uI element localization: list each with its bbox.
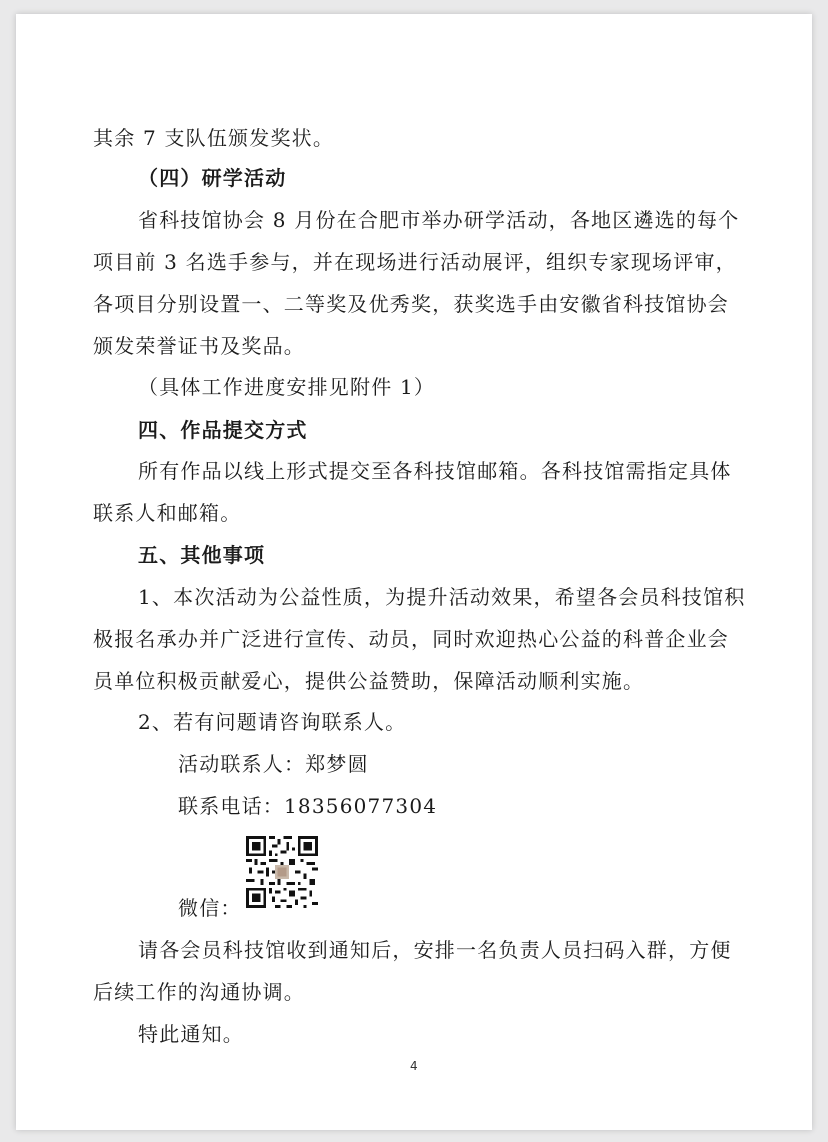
contact-phone: 联系电话：18356077304: [178, 794, 438, 818]
text-line: 2、若有问题请咨询联系人。: [138, 710, 407, 734]
text-line: 员单位积极贡献爱心，提供公益赞助，保障活动顺利实施。: [93, 669, 645, 693]
text-line: 1、本次活动为公益性质，为提升活动效果，希望各会员科技馆积: [138, 585, 746, 609]
page-number: 4: [410, 1059, 418, 1073]
text-line: 项目前 3 名选手参与，并在现场进行活动展评，组织专家现场评审，: [93, 250, 737, 274]
text-line: 联系人和邮箱。: [93, 501, 242, 525]
section-heading-research: （四）研学活动: [138, 166, 287, 190]
closing-line: 特此通知。: [138, 1022, 244, 1046]
contact-person: 活动联系人：郑梦圆: [178, 752, 369, 776]
document-page: [16, 14, 812, 1130]
text-line: 其余 7 支队伍颁发奖状。: [93, 126, 335, 150]
text-line: 颁发荣誉证书及奖品。: [93, 334, 305, 358]
text-line: 各项目分别设置一、二等奖及优秀奖，获奖选手由安徽省科技馆协会: [93, 292, 729, 316]
text-line: （具体工作进度安排见附件 1）: [138, 375, 436, 399]
wechat-label: 微信：: [178, 896, 242, 920]
text-line: 省科技馆协会 8 月份在合肥市举办研学活动，各地区遴选的每个: [138, 208, 740, 232]
wechat-qr-code: [246, 836, 318, 908]
section-heading-other: 五、其他事项: [138, 543, 266, 567]
section-heading-submission: 四、作品提交方式: [138, 418, 308, 442]
text-line: 所有作品以线上形式提交至各科技馆邮箱。各科技馆需指定具体: [138, 459, 732, 483]
text-line: 后续工作的沟通协调。: [93, 980, 305, 1004]
text-line: 请各会员科技馆收到通知后，安排一名负责人员扫码入群，方便: [138, 938, 732, 962]
text-line: 极报名承办并广泛进行宣传、动员，同时欢迎热心公益的科普企业会: [93, 627, 729, 651]
